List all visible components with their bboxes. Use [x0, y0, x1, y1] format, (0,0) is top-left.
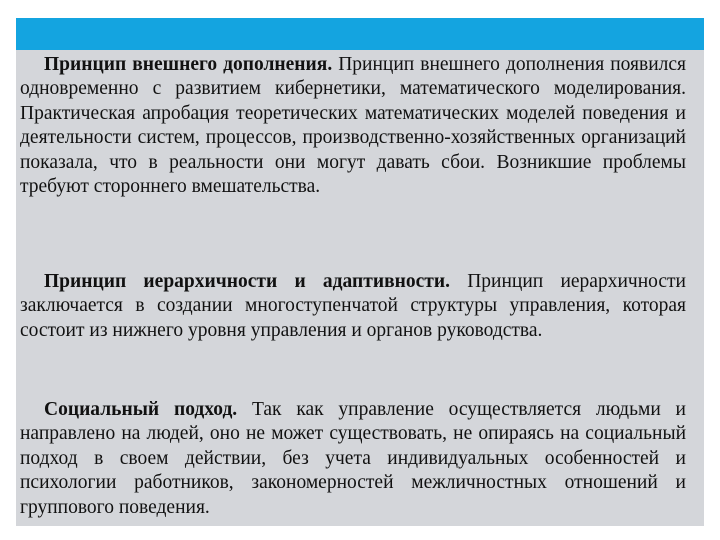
paragraph-external-addition	[20, 53, 686, 199]
paragraph-heading: Социальный подход.	[44, 399, 238, 420]
paragraph-heading: Принцип иерархичности и адаптивности.	[44, 271, 450, 292]
paragraph-social-approach	[20, 398, 686, 520]
paragraph-body: Принцип иерархичности заключается в создании многоступенчатой структуры управления, которая состоит из нижнего уровня управления и органов руководства.	[20, 271, 686, 341]
paragraph-body: Принцип внешнего дополнения появился одновременно с развитием кибернетики, математического моделирования. Практическая апробация теоретических математических моделей поведения и деятельности систем, процессов, производственно-хозяйственных организаций показала, что в реальности они могут давать сбои. Возникшие проблемы требуют стороннего вмешательства.	[20, 54, 686, 198]
paragraph-body: Так как управление осуществляется людьми и направлено на людей, оно не может существовать, не опираясь на социальный подход в своем действии, без учета индивидуальных особенностей и психологии работников, закономерностей межличностных отношений и группового поведения.	[20, 399, 686, 518]
header-bar	[16, 18, 704, 50]
paragraph-hierarchy-adaptivity	[20, 270, 686, 343]
paragraph-heading: Принцип внешнего дополнения.	[44, 54, 333, 75]
